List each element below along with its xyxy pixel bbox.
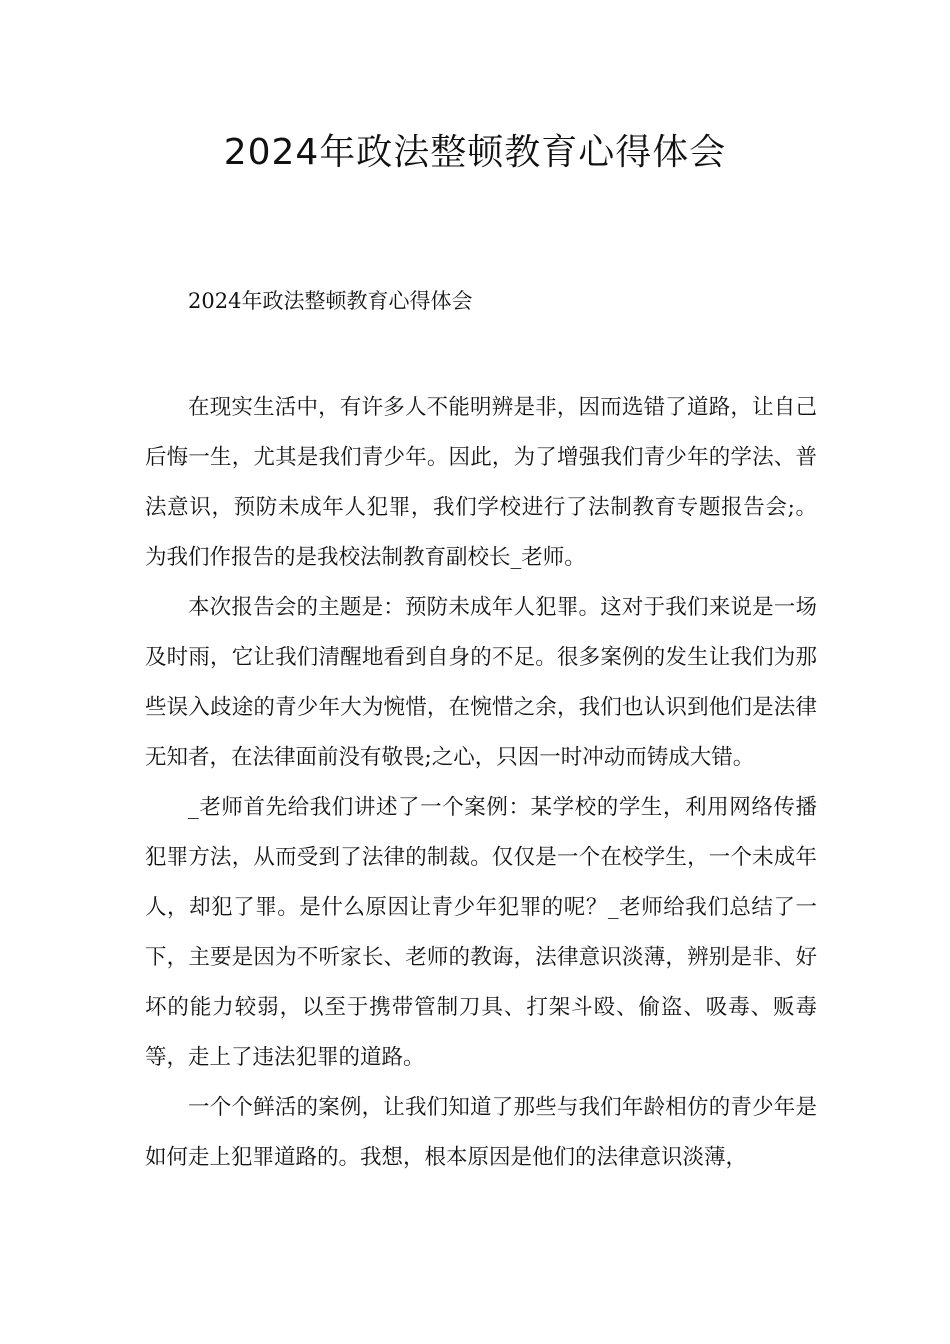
paragraph-1: 在现实生活中，有许多人不能明辨是非，因而选错了道路，让自己后悔一生，尤其是我们青少年。因此，为了增强我们青少年的学法、普法意识，预防未成年人犯罪，我们学校进行了法制教育专题报告会;。为我们作报告的是我校法制教育副校长_老师。 — [145, 395, 817, 570]
document-subtitle: 2024年政法整顿教育心得体会 — [188, 289, 473, 313]
document-body — [145, 383, 817, 1183]
paragraph-2: 本次报告会的主题是：预防未成年人犯罪。这对于我们来说是一场及时雨，它让我们清醒地看到自身的不足。很多案例的发生让我们为那些误入歧途的青少年大为惋惜，在惋惜之余，我们也认识到他们是法律无知者，在法律面前没有敬畏;之心，只因一时冲动而铸成大错。 — [145, 595, 817, 770]
paragraph-4: 一个个鲜活的案例，让我们知道了那些与我们年龄相仿的青少年是如何走上犯罪道路的。我想，根本原因是他们的法律意识淡薄， — [145, 1095, 817, 1170]
paragraph-3: _老师首先给我们讲述了一个案例：某学校的学生，利用网络传播犯罪方法，从而受到了法律的制裁。仅仅是一个在校学生，一个未成年人，却犯了罪。是什么原因让青少年犯罪的呢？_老师给我们总结了一下，主要是因为不听家长、老师的教诲，法律意识淡薄，辨别是非、好坏的能力较弱，以至于携带管制刀具、打架斗殴、偷盗、吸毒、贩毒等，走上了违法犯罪的道路。 — [145, 795, 817, 1070]
document-title: 2024年政法整顿教育心得体会 — [223, 132, 727, 173]
